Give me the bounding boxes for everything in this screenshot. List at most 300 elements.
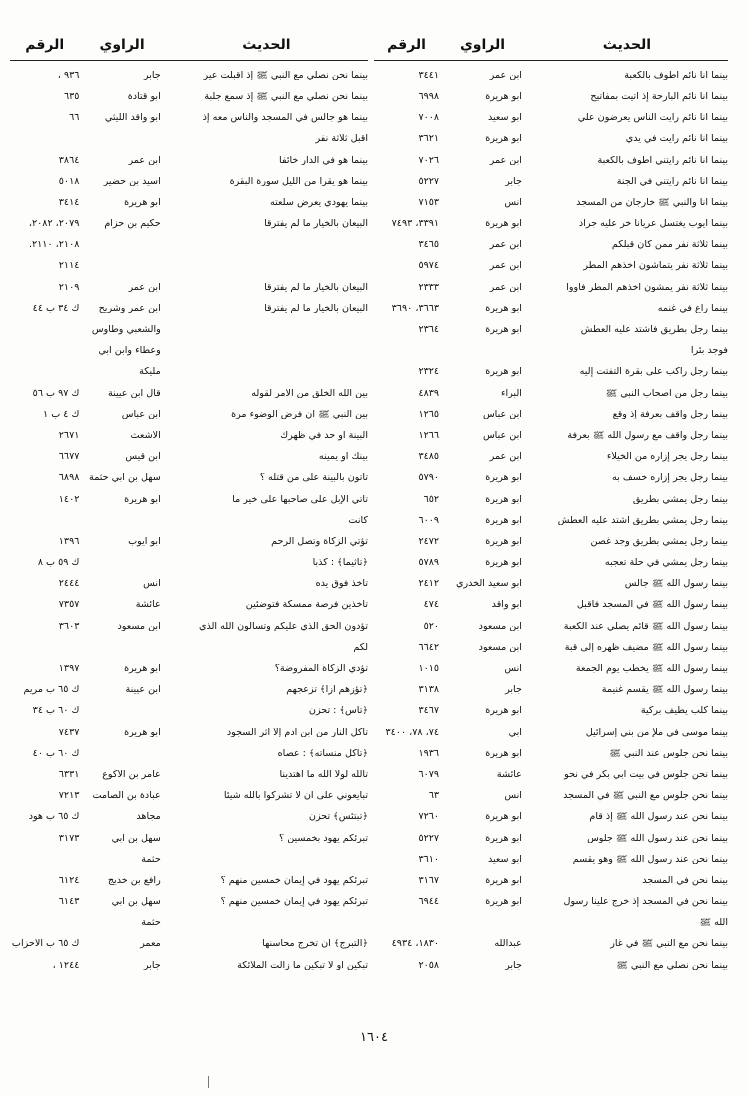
hadith-text: البيعان بالخيار ما لم يفترقا xyxy=(264,303,368,314)
narrator-name: حثمة xyxy=(141,854,161,865)
hadith-text: تبايعوني على أن لا تشركوا بالله شيئاً xyxy=(223,791,368,801)
hadith-number: ٣٦٠٣ xyxy=(58,621,80,632)
hadith-number: ١٣٩٧ xyxy=(58,664,80,674)
index-row xyxy=(10,934,368,955)
hadith-text: بينما رسول الله ﷺ مضيف ظهره إلى قبة xyxy=(564,642,728,653)
hadith-number: ك ٦٥ ب مريم xyxy=(23,685,80,695)
hadith-number: ٢٣٢٤ xyxy=(418,367,440,378)
index-row xyxy=(374,722,728,743)
hadith-text: بينما رسول الله ﷺ في المسجد فأقبل xyxy=(576,600,728,611)
hadith-number: ٢٤١٢ xyxy=(418,579,440,589)
hadith-number: ٦٦٤٢ xyxy=(418,642,440,653)
hadith-text: بينما نحن جلوس في بيت أبي بكر في نحو xyxy=(564,769,728,780)
hadith-text: بينما رجل يمشي بطريق اشتد عليه العطش xyxy=(557,515,728,526)
narrator-name: أبو قتادة xyxy=(127,91,161,102)
hadith-number: ٦٥٢ xyxy=(423,494,440,505)
narrator-name: أبو هريرة xyxy=(124,664,161,674)
index-row xyxy=(10,574,368,595)
index-row xyxy=(10,319,368,340)
hadith-text: بينما يهودي يعرض سلعته xyxy=(270,197,368,208)
index-row xyxy=(374,468,728,489)
hadith-text: بينما نحن عند رسول الله ﷺ وهو يقسم xyxy=(572,854,728,865)
hadith-number: ٦١٤٣ xyxy=(58,897,80,907)
hadith-number: ١٣٩٦ xyxy=(58,536,80,547)
index-row xyxy=(374,764,728,785)
index-row xyxy=(374,489,728,510)
number-header: الرقم xyxy=(387,37,426,53)
narrator-name: ابن عيينة xyxy=(125,685,161,695)
index-row xyxy=(10,298,368,319)
narrator-name: رافع بن خديج xyxy=(107,875,161,886)
hadith-number: ك ٩٧ ب ٥٦ xyxy=(32,388,80,399)
index-row xyxy=(374,86,728,107)
hadith-number: ك ٣٤ ب ٤٤ xyxy=(32,303,80,314)
narrator-name: ابن عباس xyxy=(121,409,161,420)
narrator-name: أبو هريرة xyxy=(485,515,522,526)
hadith-number: ٦٠٠٩ xyxy=(418,515,440,526)
index-row xyxy=(374,129,728,150)
hadith-text: بينما ثلاثة نفر ممن كان قبلكم xyxy=(611,240,728,250)
index-row xyxy=(10,277,368,298)
hadith-text: ﴿تأثيماً﴾ : كذباً xyxy=(312,558,368,568)
narrator-name: أنس xyxy=(504,664,522,674)
hadith-text: بينما رجل واقف بعرفة إذ وقع xyxy=(612,409,728,420)
hadith-header: الحديث xyxy=(602,37,652,53)
index-row xyxy=(374,870,728,891)
index-row xyxy=(10,425,368,446)
hadith-number: ٩٣٦ ، xyxy=(57,70,80,81)
index-row xyxy=(374,65,728,86)
index-row xyxy=(374,785,728,806)
hadith-text: ﴿تؤزهم أزاً﴾ تزعجهم xyxy=(286,685,368,695)
narrator-name: أبو هريرة xyxy=(485,325,522,335)
hadith-number: ٢١١٤ xyxy=(58,261,80,272)
index-row xyxy=(374,171,728,192)
hadith-number: ٣١٦٧ xyxy=(418,875,440,886)
narrator-name: عائشة xyxy=(135,600,161,611)
narrator-name: أبو سعيد xyxy=(487,854,522,865)
index-row xyxy=(374,637,728,658)
index-row xyxy=(374,362,728,383)
hadith-text: بينما أنا نائم أطوف بالكعبة xyxy=(624,70,728,81)
hadith-number: ٣٦٢١ xyxy=(418,134,440,144)
narrator-name: ابن مسعود xyxy=(117,621,161,632)
index-row xyxy=(10,552,368,573)
narrator-name: عامر بن الأكوع xyxy=(102,769,161,780)
hadith-text: بينما نحن نصلي مع النبي ﷺ إذ سمع جلبة xyxy=(204,91,368,102)
narrator-name: سهل بن أبي xyxy=(111,833,161,844)
index-row xyxy=(374,552,728,573)
narrator-name: ابن مسعود xyxy=(478,621,522,632)
narrator-header: الراوي xyxy=(99,37,145,53)
hadith-number: ١٩٣٦ xyxy=(418,748,440,759)
narrator-name: أبو هريرة xyxy=(485,833,522,844)
narrator-name: ابن مسعود xyxy=(478,642,522,653)
hadith-number: ٧٢٦٠ xyxy=(418,812,440,822)
index-row xyxy=(10,531,368,552)
hadith-text: تبرئكم يهود في إيمان خمسين منهم ؟ xyxy=(220,875,368,886)
hadith-text: بينما رجل يمشي بطريق وجد غصن xyxy=(590,536,728,547)
right-column-header xyxy=(374,30,728,61)
hadith-number: ٥٧٨٩ xyxy=(418,558,440,568)
index-row xyxy=(374,828,728,849)
narrator-name: أبو أيوب xyxy=(128,536,161,547)
hadith-text: بينما هو جالس في المسجد والناس معه إذ xyxy=(202,113,368,123)
index-row xyxy=(374,277,728,298)
index-row xyxy=(10,849,368,870)
hadith-text: بينما أنا والنبي ﷺ خارجان من المسجد xyxy=(576,197,728,208)
hadith-number: ٣٤٦٥ xyxy=(418,240,440,250)
hadith-text: بينما نحن في المسجد xyxy=(642,875,728,886)
narrator-name: أنس xyxy=(504,791,522,801)
hadith-text: الله ﷺ xyxy=(699,918,728,928)
index-row xyxy=(10,785,368,806)
narrator-name: سهل بن أبي حثمة xyxy=(89,473,161,483)
narrator-name: حثمة xyxy=(141,918,161,928)
hadith-number: ٢٣٦٤ xyxy=(418,325,440,335)
hadith-number: ٧٤٣٧ xyxy=(58,727,80,738)
hadith-text: بينك أو يمينه xyxy=(318,452,368,462)
hadith-text: بينما رجل من أصحاب النبي ﷺ xyxy=(605,388,728,399)
narrator-name: أبو هريرة xyxy=(124,197,161,208)
hadith-number: ٢٤٧٢ xyxy=(418,536,440,547)
hadith-text: بين النبي ﷺ أن فرض الوضوء مرة xyxy=(231,409,368,420)
index-row xyxy=(374,340,728,361)
hadith-number: ٣٣٩١، ٧٤٩٣ xyxy=(391,219,440,229)
hadith-number: ٥٢٢٧ xyxy=(418,833,440,844)
index-row xyxy=(10,701,368,722)
index-row xyxy=(10,171,368,192)
index-row xyxy=(374,701,728,722)
hadith-text: بينما هو يقرأ من الليل سورة البقرة xyxy=(229,176,368,187)
hadith-text: بينما نحن جلوس عند النبي ﷺ xyxy=(609,748,728,759)
index-row xyxy=(374,256,728,277)
hadith-number: ك ٤ ب ١ xyxy=(42,409,80,420)
narrator-name: أبو سعيد الخدري xyxy=(455,579,522,589)
narrator-name: أبو هريرة xyxy=(485,134,522,144)
hadith-text: بينما رجل يجر إزاره من الخيلاء xyxy=(606,452,728,462)
hadith-text: بينما رسول الله ﷺ جالس xyxy=(624,579,728,589)
narrator-name: قال ابن عيينة xyxy=(107,388,161,399)
index-row xyxy=(374,107,728,128)
hadith-text: بينما نحن عند رسول الله ﷺ جلوس xyxy=(587,833,728,844)
narrator-name: أبو واقد الليثي xyxy=(104,113,161,123)
scan-mark xyxy=(208,1076,209,1088)
hadith-number: ٣٤٦٧ xyxy=(418,706,440,717)
index-row xyxy=(10,913,368,934)
index-row xyxy=(10,616,368,637)
hadith-number: ٦٨٩٨ xyxy=(58,473,80,483)
narrator-name: ابن عباس xyxy=(482,409,522,420)
index-row xyxy=(374,319,728,340)
index-row xyxy=(374,446,728,467)
hadith-text: بين الله الخلق من الأمر لقوله xyxy=(251,388,368,399)
hadith-number: ٧٢١٣ xyxy=(58,791,80,801)
right-index-rows xyxy=(374,65,728,976)
hadith-number: ٧٠٠٨ xyxy=(418,113,440,123)
narrator-name: سهل بن أبي xyxy=(111,897,161,907)
index-row xyxy=(10,404,368,425)
index-row xyxy=(10,150,368,171)
index-row xyxy=(10,213,368,234)
index-row xyxy=(374,658,728,679)
index-row xyxy=(10,764,368,785)
hadith-number: ١٨٣٠، ٤٩٣٤ xyxy=(391,939,440,950)
hadith-number: ٥٧٩٠ xyxy=(418,473,440,483)
narrator-name: أبو هريرة xyxy=(124,494,161,505)
narrator-name: أبو هريرة xyxy=(485,706,522,717)
index-row xyxy=(10,86,368,107)
hadith-text: أقبل ثلاثة نفر xyxy=(315,134,368,144)
hadith-number: ٦٦ xyxy=(69,113,80,123)
narrator-header: الراوي xyxy=(459,37,506,53)
index-row xyxy=(10,446,368,467)
index-row xyxy=(374,955,728,976)
hadith-text: بينما ثلاثة نفر يتماشون أخذهم المطر xyxy=(583,261,728,272)
hadith-number: ٣٤٨٥ xyxy=(418,452,440,462)
index-row xyxy=(10,870,368,891)
narrator-name: أنس xyxy=(143,579,161,589)
index-row xyxy=(374,743,728,764)
hadith-text: بينما رسول الله ﷺ قائم يصلي عند الكعبة xyxy=(563,621,728,632)
hadith-number: ك ٦٠ ب ٤٠ xyxy=(32,748,80,759)
hadith-number: ٢٦٧١ xyxy=(58,430,80,441)
hadith-number: ك ٦٥ ب الأحزاب xyxy=(11,939,80,950)
narrator-name: ابن عمر xyxy=(128,155,161,166)
page-number: ١٦٠٤ xyxy=(360,1030,388,1045)
hadith-text: تأخذين فرصة ممسكة فتوضئين xyxy=(245,600,368,611)
hadith-number: ٢٠٧٩، ٢٠٨٢، xyxy=(28,219,80,229)
hadith-number: ٣٤١٤ xyxy=(58,197,80,208)
index-row xyxy=(10,235,368,256)
hadith-number: ٤٨٣٩ xyxy=(418,388,440,399)
hadith-text: تبرئكم يهود بخمسين ؟ xyxy=(279,833,368,844)
hadith-number: ٦٣٣١ xyxy=(58,769,80,780)
index-row xyxy=(374,298,728,319)
narrator-name: أبو واقد xyxy=(491,600,522,611)
hadith-text: بينما كلب يطيف بركية xyxy=(640,706,728,717)
hadith-number: ٣٦١٠ xyxy=(418,854,440,865)
narrator-name: أبو هريرة xyxy=(485,367,522,378)
hadith-number: ٧٣٥٧ xyxy=(58,600,80,611)
hadith-text: ﴿تأس﴾ : تحزن xyxy=(308,706,368,717)
right-index-column xyxy=(374,30,728,976)
index-row xyxy=(10,362,368,383)
narrator-name: أبي xyxy=(508,727,522,738)
hadith-header: الحديث xyxy=(242,37,291,53)
hadith-text: ﴿تأكل منسأته﴾ : عصاه xyxy=(277,748,368,759)
narrator-name: ابن عمر xyxy=(489,70,522,81)
narrator-name: ابن عمر xyxy=(489,452,522,462)
hadith-text: بينما راع في غنمه xyxy=(657,303,728,314)
hadith-text: بينما رسول الله ﷺ يخطب يوم الجمعة xyxy=(575,664,728,674)
hadith-text: بينما أنا نائم رأيتني في الجنة xyxy=(616,176,728,187)
narrator-name: الأشعث xyxy=(130,430,161,441)
hadith-number: ١٢٦٦ xyxy=(418,430,440,441)
hadith-number: ٦٣ xyxy=(428,791,440,801)
index-row xyxy=(374,383,728,404)
index-row xyxy=(10,807,368,828)
hadith-number: ك ٦٥ ب هود xyxy=(28,812,80,822)
index-row xyxy=(374,616,728,637)
narrator-name: أبو هريرة xyxy=(485,558,522,568)
narrator-name: ابن عباس xyxy=(482,430,522,441)
index-row xyxy=(374,679,728,700)
hadith-number: ٧٠٢٦ xyxy=(418,155,440,166)
narrator-name: أبو هريرة xyxy=(485,875,522,886)
hadith-number: ٦٩٤٤ xyxy=(418,897,440,907)
narrator-name: عائشة xyxy=(496,769,522,780)
narrator-name: مليكة xyxy=(139,367,161,378)
narrator-name: أبو هريرة xyxy=(485,897,522,907)
hadith-text: كانت xyxy=(348,515,368,526)
hadith-number: ٧١٥٣ xyxy=(418,197,440,208)
hadith-text: بينما رجل بطريق فاشتد عليه العطش xyxy=(580,325,728,335)
hadith-number: ٢١٠٨، ٢١١٠. xyxy=(28,240,80,250)
narrator-name: أبو هريرة xyxy=(485,812,522,822)
index-row xyxy=(374,192,728,213)
hadith-text: بينما أنا نائم رأيت الناس يعرضون علي xyxy=(577,113,728,123)
index-row xyxy=(374,891,728,912)
hadith-text: فوجد بئراً xyxy=(690,346,728,356)
hadith-text: تأتي الإبل على صاحبها على خير ما xyxy=(232,494,368,505)
hadith-text: بينما نحن في المسجد إذ خرج علينا رسول xyxy=(563,897,728,907)
hadith-text: بينما أنا نائم رأيت في يدي xyxy=(625,134,728,144)
index-row xyxy=(10,637,368,658)
hadith-number: ٢٠٥٨ xyxy=(418,960,440,971)
narrator-name: أبو هريرة xyxy=(485,473,522,483)
hadith-number: ٧٤، ٧٨، ٣٤٠٠ xyxy=(385,727,440,738)
narrator-name: أبو هريرة xyxy=(485,91,522,102)
index-row xyxy=(10,256,368,277)
index-row xyxy=(10,658,368,679)
hadith-number: ٦٠٧٩ xyxy=(418,769,440,780)
index-row xyxy=(10,192,368,213)
index-row xyxy=(10,679,368,700)
hadith-text: بينما ثلاثة نفر يمشون أخذهم المطر فأووا xyxy=(566,282,728,293)
hadith-text: ﴿التبرج﴾ أن تخرج محاسنها xyxy=(262,939,368,950)
narrator-name: والشعبي وطاوس xyxy=(91,325,161,335)
number-header: الرقم xyxy=(25,37,65,53)
hadith-number: ٤٧٤ xyxy=(423,600,440,611)
index-row xyxy=(374,510,728,531)
index-row xyxy=(10,743,368,764)
hadith-text: البيعان بالخيار ما لم يفترقا xyxy=(264,219,368,229)
index-row xyxy=(10,891,368,912)
index-row xyxy=(374,934,728,955)
index-row xyxy=(374,213,728,234)
narrator-name: ابن عمر xyxy=(489,155,522,166)
hadith-text: تبرئكم يهود في إيمان خمسين منهم ؟ xyxy=(220,897,368,907)
index-row xyxy=(10,722,368,743)
hadith-text: بينما أيوب يغتسل عرياناً خر عليه جراد xyxy=(578,219,728,229)
narrator-name: مجاهد xyxy=(136,812,161,822)
index-row xyxy=(374,849,728,870)
narrator-name: أبو هريرة xyxy=(485,748,522,759)
narrator-name: ابن قيس xyxy=(125,452,161,462)
hadith-text: بينما رجل يمشي بطريق xyxy=(632,494,728,505)
index-row xyxy=(10,828,368,849)
index-row xyxy=(374,404,728,425)
hadith-number: ١٤٠٢ xyxy=(58,494,80,505)
hadith-text: بينما رجل يمشي في حلة تعجبه xyxy=(604,558,728,568)
index-row xyxy=(10,107,368,128)
hadith-number: ١٢٤٤ ، xyxy=(52,960,80,971)
hadith-text: بينما رجل واقف مع رسول الله ﷺ بعرفة xyxy=(567,430,728,441)
hadith-number: ١٠١٥ xyxy=(418,664,440,674)
hadith-text: البيعان بالخيار ما لم يفترقا xyxy=(264,282,368,293)
hadith-text: بينما أنا نائم البارحة إذ أتيت بمفاتيح xyxy=(590,91,728,102)
left-index-rows xyxy=(10,65,368,976)
hadith-text: تبكين أو لا تبكين ما زالت الملائكة xyxy=(237,960,368,971)
hadith-number: ٣٦٦٣، ٣٦٩٠ xyxy=(391,303,440,314)
hadith-number: ٥٢٠ xyxy=(423,621,440,632)
hadith-number: ٥٩٧٤ xyxy=(418,261,440,272)
index-row xyxy=(374,235,728,256)
hadith-number: ك ٦٠ ب ٣٤ xyxy=(32,706,80,717)
index-row xyxy=(10,489,368,510)
hadith-text: بينما رجل يجر إزاره خسف به xyxy=(611,473,728,483)
hadith-number: ك ٥٩ ب ٨ xyxy=(37,558,80,568)
hadith-number: ٢١٠٩ xyxy=(58,282,80,293)
hadith-text: بينما أنا نائم رأيتني أطوف بالكعبة xyxy=(597,155,728,166)
narrator-name: جابر xyxy=(505,960,522,971)
hadith-text: ﴿تبتئس﴾ تحزن xyxy=(308,812,368,822)
hadith-text: بينما نحن نصلي مع النبي ﷺ إذ أقبلت عير xyxy=(203,70,368,81)
narrator-name: أبو هريرة xyxy=(485,303,522,314)
narrator-name: ابن عمر xyxy=(489,240,522,250)
hadith-number: ٣١٧٣ xyxy=(58,833,80,844)
narrator-name: جابر xyxy=(143,70,161,81)
hadith-text: بينما رسول الله ﷺ يقسم غنيمة xyxy=(601,685,728,695)
index-row xyxy=(10,955,368,976)
hadith-text: بينما موسى في ملإ من بني إسرائيل xyxy=(585,727,728,738)
index-row xyxy=(374,574,728,595)
hadith-number: ٥٢٢٧ xyxy=(418,176,440,187)
narrator-name: معمر xyxy=(140,939,161,950)
narrator-name: أسيد بن حضير xyxy=(103,176,161,187)
narrator-name: أبو هريرة xyxy=(124,727,161,738)
index-row xyxy=(10,129,368,150)
hadith-number: ١٢٦٥ xyxy=(418,409,440,420)
hadith-number: ٦٦٧٧ xyxy=(58,452,80,462)
index-row xyxy=(374,807,728,828)
narrator-name: ابن عمر xyxy=(489,261,522,272)
hadith-number: ٦٩٩٨ xyxy=(418,91,440,102)
hadith-text: تؤدي الزكاة المفروضة؟ xyxy=(274,664,368,674)
left-index-column xyxy=(10,30,368,976)
index-row xyxy=(374,595,728,616)
index-row xyxy=(10,340,368,361)
narrator-name: أبو هريرة xyxy=(485,494,522,505)
index-row xyxy=(10,383,368,404)
narrator-name: عبادة بن الصامت xyxy=(92,791,161,801)
hadith-text: تأخذ فوق يده xyxy=(315,579,368,589)
hadith-text: تأكل النار من ابن آدم إلا أثر السجود xyxy=(226,727,368,738)
hadith-text: بينما هو في الدار خائفاً xyxy=(279,155,368,166)
hadith-text: لكم xyxy=(353,642,368,653)
index-row xyxy=(374,531,728,552)
narrator-name: البراء xyxy=(500,388,522,399)
hadith-text: تأتون بالبينة على من قتله ؟ xyxy=(259,473,368,483)
narrator-name: وعطاء وابن أبي xyxy=(98,346,161,356)
hadith-number: ٦١٢٤ xyxy=(58,875,80,886)
hadith-text: تالله لولا الله ما اهتدينا xyxy=(279,769,368,780)
index-row xyxy=(374,913,728,934)
narrator-name: أبو هريرة xyxy=(485,219,522,229)
index-row xyxy=(374,425,728,446)
hadith-number: ٥٠١٨ xyxy=(58,176,80,187)
